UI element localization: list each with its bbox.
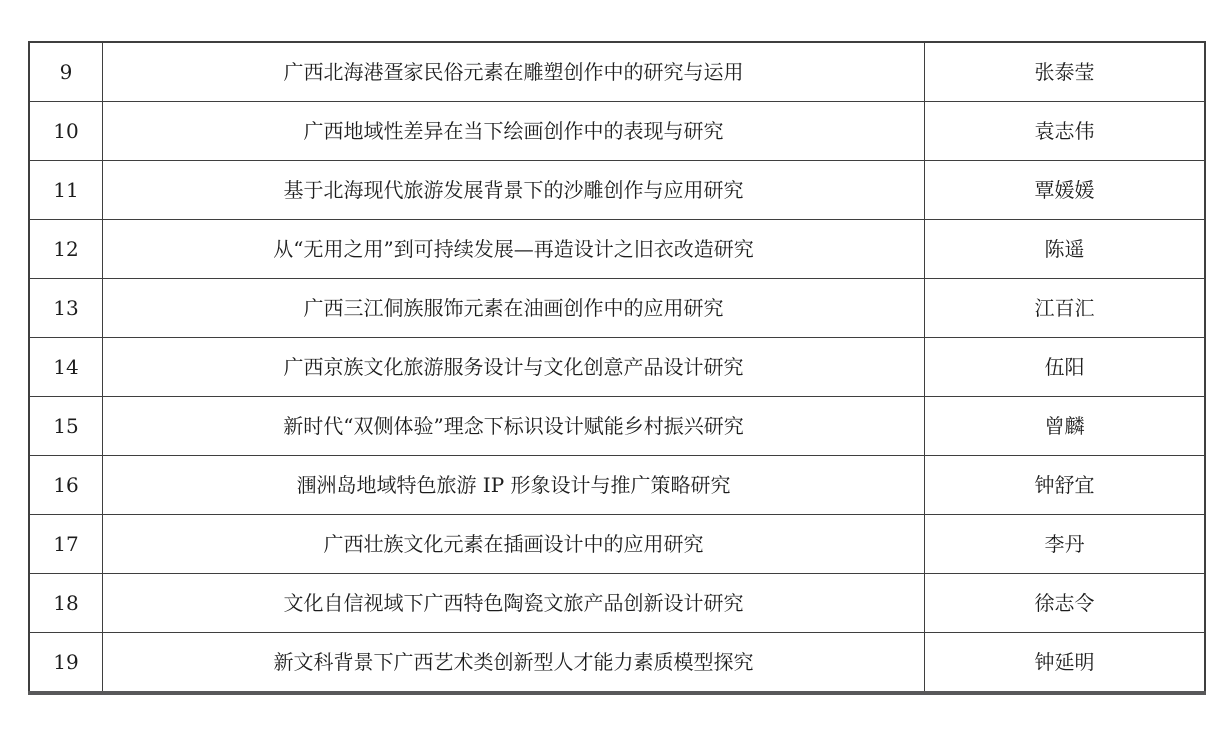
row-number: 19: [29, 633, 103, 694]
row-number: 16: [29, 456, 103, 515]
project-title: 新文科背景下广西艺术类创新型人才能力素质模型探究: [103, 633, 925, 694]
project-title: 广西壮族文化元素在插画设计中的应用研究: [103, 515, 925, 574]
author-name: 李丹: [925, 515, 1206, 574]
table-row: [29, 102, 1205, 161]
table-row: [29, 574, 1205, 633]
row-number: 14: [29, 338, 103, 397]
table-row: [29, 633, 1205, 694]
author-name: 张泰莹: [925, 42, 1206, 102]
project-title: 文化自信视域下广西特色陶瓷文旅产品创新设计研究: [103, 574, 925, 633]
project-title: 广西三江侗族服饰元素在油画创作中的应用研究: [103, 279, 925, 338]
project-list-table: [28, 41, 1206, 695]
row-number: 15: [29, 397, 103, 456]
row-number: 12: [29, 220, 103, 279]
project-title: 基于北海现代旅游发展背景下的沙雕创作与应用研究: [103, 161, 925, 220]
project-title: 广西京族文化旅游服务设计与文化创意产品设计研究: [103, 338, 925, 397]
table-row: [29, 397, 1205, 456]
author-name: 钟舒宜: [925, 456, 1206, 515]
project-title: 广西地域性差异在当下绘画创作中的表现与研究: [103, 102, 925, 161]
author-name: 徐志令: [925, 574, 1206, 633]
table-row: [29, 279, 1205, 338]
author-name: 钟延明: [925, 633, 1206, 694]
row-number: 9: [29, 42, 103, 102]
author-name: 曾麟: [925, 397, 1206, 456]
row-number: 13: [29, 279, 103, 338]
project-title: 广西北海港疍家民俗元素在雕塑创作中的研究与运用: [103, 42, 925, 102]
author-name: 袁志伟: [925, 102, 1206, 161]
row-number: 11: [29, 161, 103, 220]
row-number: 17: [29, 515, 103, 574]
author-name: 江百汇: [925, 279, 1206, 338]
table-row: [29, 161, 1205, 220]
table-row: [29, 220, 1205, 279]
row-number: 10: [29, 102, 103, 161]
project-title: 涠洲岛地域特色旅游 IP 形象设计与推广策略研究: [103, 456, 925, 515]
author-name: 伍阳: [925, 338, 1206, 397]
table-row: [29, 456, 1205, 515]
project-title: 从“无用之用”到可持续发展—再造设计之旧衣改造研究: [103, 220, 925, 279]
table-row: [29, 42, 1205, 102]
table-row: [29, 338, 1205, 397]
author-name: 陈遥: [925, 220, 1206, 279]
author-name: 覃媛媛: [925, 161, 1206, 220]
table-row: [29, 515, 1205, 574]
project-title: 新时代“双侧体验”理念下标识设计赋能乡村振兴研究: [103, 397, 925, 456]
row-number: 18: [29, 574, 103, 633]
